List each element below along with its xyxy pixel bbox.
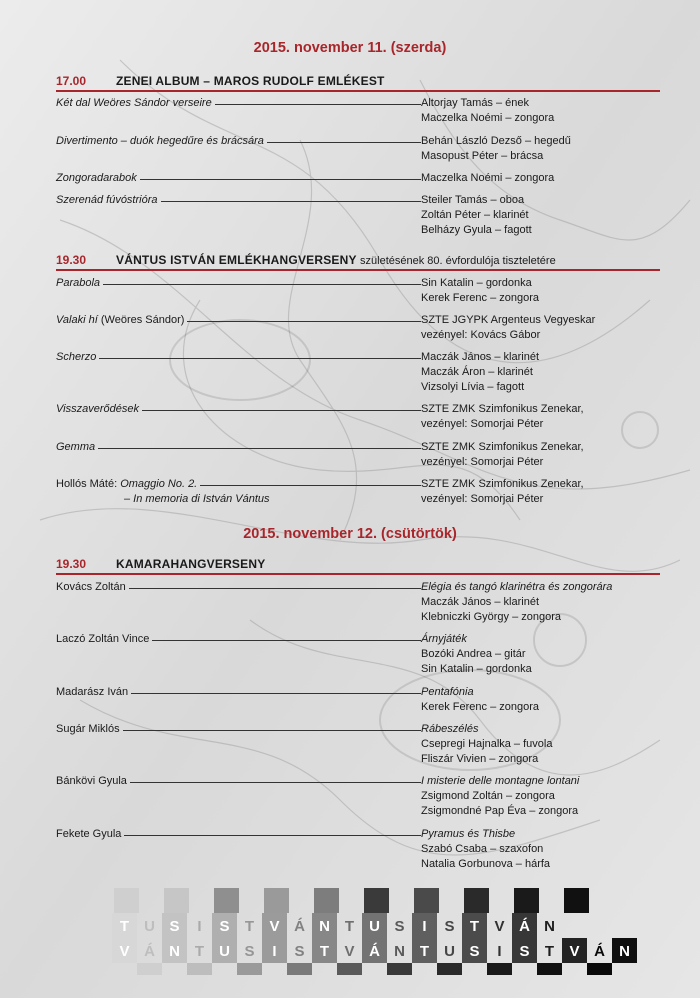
logo-letter: T xyxy=(194,943,205,960)
work-title: Rábeszélés xyxy=(421,723,479,735)
logo-decor-square xyxy=(364,888,389,913)
logo-letter: T xyxy=(419,943,430,960)
work-title: Gemma xyxy=(56,441,96,453)
logo-decor-square xyxy=(114,888,139,913)
logo-decor-square xyxy=(437,963,462,975)
logo-decor-square xyxy=(187,963,212,975)
composer-name: Fekete Gyula xyxy=(56,828,122,840)
logo-letter: Á xyxy=(369,943,380,960)
work-title: I misterie delle montagne lontani xyxy=(421,775,580,787)
work-title: Szerenád fúvóstrióra xyxy=(56,194,158,206)
logo-letter: S xyxy=(294,943,305,960)
logo-letter: N xyxy=(544,918,555,935)
logo-letter: N xyxy=(394,943,405,960)
logo-letter: T xyxy=(119,918,130,935)
logo-letter: U xyxy=(369,918,380,935)
vantus-letter-logo xyxy=(112,888,642,988)
logo-letter: T xyxy=(469,918,480,935)
composer-name: Sugár Miklós xyxy=(56,723,120,735)
performers: Árnyjáték Bozóki Andrea – gitár Sin Katalin – gordonka xyxy=(421,633,532,675)
performers: SZTE ZMK Szimfonikus Zenekar, vezényel: Somorjai Péter xyxy=(421,478,584,505)
performers: Steiler Tamás – oboa Zoltán Péter – klarinét Belházy Gyula – fagott xyxy=(421,194,532,236)
performers: SZTE ZMK Szimfonikus Zenekar, vezényel: Somorjai Péter xyxy=(421,441,584,468)
performers: SZTE JGYPK Argenteus Vegyeskar vezényel: Kovács Gábor xyxy=(421,314,596,341)
logo-decor-square xyxy=(487,963,512,975)
work-title: Omaggio No. 2. xyxy=(120,478,198,490)
performers: Behán László Dezső – hegedű Masopust Péter – brácsa xyxy=(421,135,571,162)
work-title: Zongoradarabok xyxy=(56,172,137,184)
logo-decor-square xyxy=(314,888,339,913)
logo-letter: T xyxy=(244,918,255,935)
logo-decor-square xyxy=(387,963,412,975)
logo-decor-square xyxy=(214,888,239,913)
concert-time: 17.00 xyxy=(56,74,87,88)
logo-decor-square xyxy=(164,888,189,913)
logo-letter: I xyxy=(497,943,502,960)
performers: Pentafónia Kerek Ferenc – zongora xyxy=(421,686,540,713)
performers: Maczelka Noémi – zongora xyxy=(421,172,555,184)
composer-name: Hollós Máté: xyxy=(56,478,118,490)
logo-letter: N xyxy=(319,918,330,935)
date-heading-day1: 2015. november 11. (szerda) xyxy=(253,40,447,56)
logo-letter: V xyxy=(119,943,130,960)
logo-letter: V xyxy=(569,943,580,960)
performers: SZTE ZMK Szimfonikus Zenekar, vezényel: Somorjai Péter xyxy=(421,403,584,430)
concert-title: KAMARAHANGVERSENY xyxy=(116,557,266,571)
work-title: Két dal Weöres Sándor verseire xyxy=(56,97,212,109)
logo-letter: I xyxy=(422,918,427,935)
concert-title: ZENEI ALBUM – MAROS RUDOLF EMLÉKEST xyxy=(116,74,385,88)
composer-name: Kovács Zoltán xyxy=(56,581,126,593)
concert-time: 19.30 xyxy=(56,253,87,267)
concert-time: 19.30 xyxy=(56,557,87,571)
performers: I misterie delle montagne lontani Zsigmond Zoltán – zongora Zsigmondné Pap Éva – zongora xyxy=(421,775,580,817)
logo-decor-square xyxy=(537,963,562,975)
logo-decor-square xyxy=(464,888,489,913)
work-title: Divertimento – duók hegedűre és brácsára xyxy=(56,135,264,147)
logo-letter: U xyxy=(219,943,230,960)
logo-letter: S xyxy=(519,943,530,960)
composer-name: Laczó Zoltán Vince xyxy=(56,633,150,645)
work-title: Valaki hí xyxy=(56,314,98,326)
performers: Sin Katalin – gordonka Kerek Ferenc – zongora xyxy=(421,277,540,304)
logo-letter: U xyxy=(444,943,455,960)
logo-decor-square xyxy=(414,888,439,913)
performers: Pyramus és Thisbe Szabó Csaba – szaxofon Natalia Gorbunova – hárfa xyxy=(421,828,551,870)
logo-letter: U xyxy=(144,918,155,935)
concert-header xyxy=(56,557,660,575)
logo-decor-square xyxy=(587,963,612,975)
performers: Rábeszélés Csepregi Hajnalka – fuvola Fliszár Vivien – zongora xyxy=(421,723,553,765)
work-note: (Weöres Sándor) xyxy=(100,314,185,326)
logo-letter: I xyxy=(197,918,202,935)
logo-decor-square xyxy=(337,963,362,975)
logo-letter: T xyxy=(344,918,355,935)
concert-header xyxy=(56,253,660,271)
logo-letter: N xyxy=(169,943,180,960)
work-title: Visszaverődések xyxy=(56,403,139,415)
logo-decor-square xyxy=(564,888,589,913)
logo-letter: Á xyxy=(594,943,605,960)
logo-letter: V xyxy=(344,943,355,960)
logo-decor-square xyxy=(237,963,262,975)
logo-decor-square xyxy=(287,963,312,975)
logo-letter: S xyxy=(469,943,480,960)
concert-header xyxy=(56,74,660,92)
performers: Maczák János – klarinét Maczák Áron – klarinét Vizsolyi Lívia – fagott xyxy=(421,351,539,393)
performers: Elégia és tangó klarinétra és zongorára Maczák János – klarinét Klebniczki György – zongora xyxy=(421,581,613,623)
logo-letter: Á xyxy=(519,918,530,935)
work-subtitle: – In memoria di István Vántus xyxy=(124,493,270,505)
logo-letter: Á xyxy=(294,918,305,935)
concert-title: VÁNTUS ISTVÁN EMLÉKHANGVERSENY születésének 80. évfordulója tiszteletére xyxy=(116,253,556,267)
logo-letter: N xyxy=(619,943,630,960)
logo-decor-square xyxy=(137,963,162,975)
work-title: Pentafónia xyxy=(421,686,474,698)
logo-letter: V xyxy=(269,918,280,935)
performers: Altorjay Tamás – ének Maczelka Noémi – zongora xyxy=(421,97,555,124)
date-heading-day2: 2015. november 12. (csütörtök) xyxy=(243,526,457,542)
logo-letter: S xyxy=(219,918,230,935)
logo-decor-square xyxy=(264,888,289,913)
work-title: Elégia és tangó klarinétra és zongorára xyxy=(421,581,613,593)
work-title: Árnyjáték xyxy=(421,633,467,645)
composer-name: Madarász Iván xyxy=(56,686,129,698)
logo-letter: S xyxy=(244,943,255,960)
logo-letter: S xyxy=(169,918,180,935)
logo-letter: Á xyxy=(144,943,155,960)
logo-letter: S xyxy=(444,918,455,935)
logo-letter: I xyxy=(272,943,277,960)
logo-decor-square xyxy=(514,888,539,913)
logo-letter: S xyxy=(394,918,405,935)
logo-letter: T xyxy=(319,943,330,960)
work-title: Scherzo xyxy=(56,351,97,363)
concert-subtitle: születésének 80. évfordulója tiszteletére xyxy=(360,255,556,267)
composer-name: Bánkövi Gyula xyxy=(56,775,127,787)
work-title: Pyramus és Thisbe xyxy=(421,828,516,840)
logo-letter: T xyxy=(544,943,555,960)
logo-letter: V xyxy=(494,918,505,935)
work-title: Parabola xyxy=(56,277,101,289)
